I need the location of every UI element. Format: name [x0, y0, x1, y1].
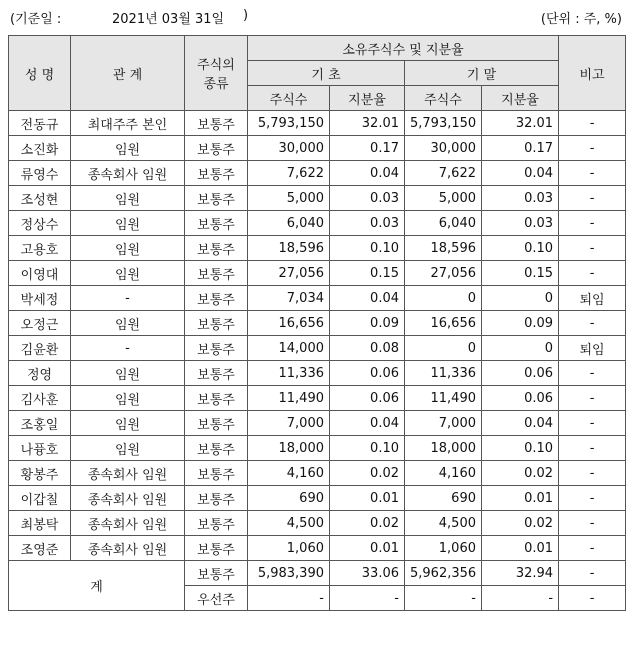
cell-begin-shares: 5,793,150	[248, 111, 330, 136]
header-begin-shares: 주식수	[248, 86, 330, 111]
table-header	[9, 36, 626, 111]
cell-stock-type: 보통주	[185, 461, 248, 486]
cell-end-shares: 4,160	[405, 461, 482, 486]
cell-begin-ratio: 0.04	[330, 286, 405, 311]
total-begin-ratio: -	[330, 586, 405, 611]
table-row	[9, 236, 626, 261]
cell-end-shares: 690	[405, 486, 482, 511]
cell-name: 김윤환	[9, 336, 71, 361]
cell-begin-ratio: 0.08	[330, 336, 405, 361]
cell-relation: 최대주주 본인	[71, 111, 185, 136]
cell-stock-type: 보통주	[185, 111, 248, 136]
cell-begin-shares: 1,060	[248, 536, 330, 561]
cell-begin-shares: 30,000	[248, 136, 330, 161]
cell-end-ratio: 0.06	[482, 361, 559, 386]
total-end-shares: 5,962,356	[405, 561, 482, 586]
cell-begin-shares: 7,622	[248, 161, 330, 186]
cell-end-shares: 7,622	[405, 161, 482, 186]
cell-name: 황봉주	[9, 461, 71, 486]
cell-stock-type: 보통주	[185, 511, 248, 536]
cell-relation: -	[71, 336, 185, 361]
total-note: -	[559, 586, 626, 611]
total-row-common	[9, 561, 626, 586]
cell-begin-ratio: 0.10	[330, 436, 405, 461]
cell-name: 조성현	[9, 186, 71, 211]
cell-relation: 임원	[71, 311, 185, 336]
cell-name: 나퓽호	[9, 436, 71, 461]
header-holdings-group: 소유주식수 및 지분율	[248, 36, 559, 61]
cell-end-shares: 5,793,150	[405, 111, 482, 136]
header-stock-type-line1: 주식의	[197, 58, 235, 73]
cell-end-shares: 18,000	[405, 436, 482, 461]
total-end-ratio: -	[482, 586, 559, 611]
cell-name: 박세정	[9, 286, 71, 311]
cell-note: -	[559, 111, 626, 136]
cell-stock-type: 보통주	[185, 261, 248, 286]
cell-note: -	[559, 461, 626, 486]
table-row	[9, 311, 626, 336]
cell-end-shares: 5,000	[405, 186, 482, 211]
cell-end-shares: 11,490	[405, 386, 482, 411]
cell-end-shares: 6,040	[405, 211, 482, 236]
cell-end-ratio: 0.02	[482, 511, 559, 536]
table-row	[9, 536, 626, 561]
cell-begin-ratio: 0.10	[330, 236, 405, 261]
cell-name: 오정근	[9, 311, 71, 336]
cell-name: 조영준	[9, 536, 71, 561]
cell-begin-ratio: 0.02	[330, 461, 405, 486]
cell-end-ratio: 0.15	[482, 261, 559, 286]
table-row	[9, 461, 626, 486]
cell-name: 정상수	[9, 211, 71, 236]
table-row	[9, 286, 626, 311]
cell-stock-type: 보통주	[185, 311, 248, 336]
table-row	[9, 336, 626, 361]
cell-end-ratio: 0.17	[482, 136, 559, 161]
total-end-shares: -	[405, 586, 482, 611]
cell-end-shares: 16,656	[405, 311, 482, 336]
cell-begin-ratio: 0.09	[330, 311, 405, 336]
table-row	[9, 136, 626, 161]
table-row	[9, 436, 626, 461]
cell-end-ratio: 0.10	[482, 236, 559, 261]
cell-end-shares: 0	[405, 336, 482, 361]
cell-name: 이갑칠	[9, 486, 71, 511]
cell-begin-shares: 18,000	[248, 436, 330, 461]
cell-end-ratio: 0.09	[482, 311, 559, 336]
table-row	[9, 211, 626, 236]
table-row	[9, 361, 626, 386]
cell-begin-shares: 7,034	[248, 286, 330, 311]
cell-note: -	[559, 486, 626, 511]
cell-begin-ratio: 0.02	[330, 511, 405, 536]
total-label: 계	[9, 561, 185, 611]
cell-stock-type: 보통주	[185, 186, 248, 211]
cell-end-ratio: 0.04	[482, 411, 559, 436]
cell-end-ratio: 0.10	[482, 436, 559, 461]
header-end: 기 말	[405, 61, 559, 86]
cell-note: -	[559, 161, 626, 186]
cell-end-ratio: 0.04	[482, 161, 559, 186]
cell-begin-ratio: 0.01	[330, 536, 405, 561]
cell-end-ratio: 32.01	[482, 111, 559, 136]
cell-note: 퇴임	[559, 286, 626, 311]
total-type: 우선주	[185, 586, 248, 611]
cell-note: -	[559, 261, 626, 286]
cell-begin-ratio: 0.01	[330, 486, 405, 511]
cell-name: 소진화	[9, 136, 71, 161]
cell-stock-type: 보통주	[185, 211, 248, 236]
cell-begin-shares: 16,656	[248, 311, 330, 336]
cell-stock-type: 보통주	[185, 361, 248, 386]
cell-note: -	[559, 436, 626, 461]
total-type: 보통주	[185, 561, 248, 586]
cell-note: -	[559, 386, 626, 411]
header-relation: 관 계	[71, 36, 185, 111]
cell-stock-type: 보통주	[185, 236, 248, 261]
shareholding-table	[8, 35, 626, 611]
cell-relation: 종속회사 임원	[71, 486, 185, 511]
table-row	[9, 511, 626, 536]
cell-begin-ratio: 0.06	[330, 386, 405, 411]
cell-relation: 종속회사 임원	[71, 161, 185, 186]
cell-relation: 임원	[71, 436, 185, 461]
cell-note: -	[559, 311, 626, 336]
cell-name: 이영대	[9, 261, 71, 286]
cell-stock-type: 보통주	[185, 436, 248, 461]
cell-relation: 임원	[71, 186, 185, 211]
report-caption	[0, 0, 632, 32]
table-row	[9, 411, 626, 436]
header-name: 성 명	[9, 36, 71, 111]
cell-relation: 임원	[71, 236, 185, 261]
cell-end-ratio: 0.01	[482, 536, 559, 561]
cell-begin-shares: 27,056	[248, 261, 330, 286]
table-row	[9, 386, 626, 411]
cell-relation: 임원	[71, 136, 185, 161]
cell-stock-type: 보통주	[185, 411, 248, 436]
table-row	[9, 161, 626, 186]
cell-end-shares: 27,056	[405, 261, 482, 286]
table-row	[9, 111, 626, 136]
cell-end-shares: 4,500	[405, 511, 482, 536]
cell-name: 고용호	[9, 236, 71, 261]
cell-relation: 임원	[71, 361, 185, 386]
basis-date-close: )	[243, 8, 249, 23]
table-row	[9, 486, 626, 511]
cell-stock-type: 보통주	[185, 161, 248, 186]
table-body	[9, 111, 626, 561]
header-end-ratio: 지분율	[482, 86, 559, 111]
cell-begin-shares: 14,000	[248, 336, 330, 361]
cell-begin-shares: 11,336	[248, 361, 330, 386]
cell-begin-shares: 7,000	[248, 411, 330, 436]
table-row	[9, 186, 626, 211]
cell-end-ratio: 0	[482, 336, 559, 361]
cell-begin-ratio: 0.04	[330, 161, 405, 186]
cell-name: 최봉탁	[9, 511, 71, 536]
cell-begin-shares: 11,490	[248, 386, 330, 411]
cell-note: -	[559, 236, 626, 261]
cell-name: 조홍일	[9, 411, 71, 436]
cell-relation: 종속회사 임원	[71, 536, 185, 561]
cell-end-ratio: 0.01	[482, 486, 559, 511]
total-section	[9, 561, 626, 611]
cell-stock-type: 보통주	[185, 536, 248, 561]
cell-note: -	[559, 536, 626, 561]
cell-stock-type: 보통주	[185, 386, 248, 411]
header-stock-type	[185, 36, 248, 111]
cell-relation: 임원	[71, 211, 185, 236]
cell-stock-type: 보통주	[185, 286, 248, 311]
cell-relation: 임원	[71, 261, 185, 286]
cell-begin-ratio: 32.01	[330, 111, 405, 136]
basis-date-label: (기준일 :	[10, 12, 62, 27]
cell-note: -	[559, 186, 626, 211]
cell-stock-type: 보통주	[185, 136, 248, 161]
header-begin: 기 초	[248, 61, 405, 86]
basis-date: 2021년 03월 31일	[112, 12, 225, 27]
cell-relation: 임원	[71, 386, 185, 411]
cell-begin-shares: 18,596	[248, 236, 330, 261]
cell-begin-ratio: 0.04	[330, 411, 405, 436]
cell-end-shares: 11,336	[405, 361, 482, 386]
cell-end-ratio: 0.02	[482, 461, 559, 486]
cell-relation: 종속회사 임원	[71, 461, 185, 486]
cell-begin-shares: 4,160	[248, 461, 330, 486]
cell-note: -	[559, 411, 626, 436]
cell-relation: 임원	[71, 411, 185, 436]
cell-note: 퇴임	[559, 336, 626, 361]
cell-end-shares: 7,000	[405, 411, 482, 436]
cell-note: -	[559, 211, 626, 236]
cell-note: -	[559, 361, 626, 386]
unit-label: (단위 : 주, %)	[540, 12, 622, 27]
cell-begin-shares: 6,040	[248, 211, 330, 236]
cell-end-ratio: 0.06	[482, 386, 559, 411]
cell-end-ratio: 0.03	[482, 186, 559, 211]
header-stock-type-line2: 종류	[203, 77, 229, 92]
cell-name: 류영수	[9, 161, 71, 186]
cell-end-shares: 0	[405, 286, 482, 311]
cell-end-shares: 1,060	[405, 536, 482, 561]
cell-end-ratio: 0	[482, 286, 559, 311]
cell-begin-ratio: 0.03	[330, 211, 405, 236]
cell-end-shares: 18,596	[405, 236, 482, 261]
cell-begin-shares: 5,000	[248, 186, 330, 211]
cell-name: 김사훈	[9, 386, 71, 411]
cell-begin-ratio: 0.03	[330, 186, 405, 211]
cell-end-ratio: 0.03	[482, 211, 559, 236]
cell-note: -	[559, 511, 626, 536]
total-end-ratio: 32.94	[482, 561, 559, 586]
cell-note: -	[559, 136, 626, 161]
total-note: -	[559, 561, 626, 586]
cell-end-shares: 30,000	[405, 136, 482, 161]
cell-begin-ratio: 0.17	[330, 136, 405, 161]
cell-begin-shares: 690	[248, 486, 330, 511]
total-begin-shares: 5,983,390	[248, 561, 330, 586]
cell-begin-ratio: 0.15	[330, 261, 405, 286]
cell-begin-shares: 4,500	[248, 511, 330, 536]
cell-name: 정영	[9, 361, 71, 386]
cell-relation: 종속회사 임원	[71, 511, 185, 536]
cell-begin-ratio: 0.06	[330, 361, 405, 386]
table-row	[9, 261, 626, 286]
cell-stock-type: 보통주	[185, 486, 248, 511]
header-note: 비고	[559, 36, 626, 111]
cell-relation: -	[71, 286, 185, 311]
header-begin-ratio: 지분율	[330, 86, 405, 111]
cell-name: 전동규	[9, 111, 71, 136]
header-end-shares: 주식수	[405, 86, 482, 111]
total-begin-ratio: 33.06	[330, 561, 405, 586]
total-begin-shares: -	[248, 586, 330, 611]
cell-stock-type: 보통주	[185, 336, 248, 361]
